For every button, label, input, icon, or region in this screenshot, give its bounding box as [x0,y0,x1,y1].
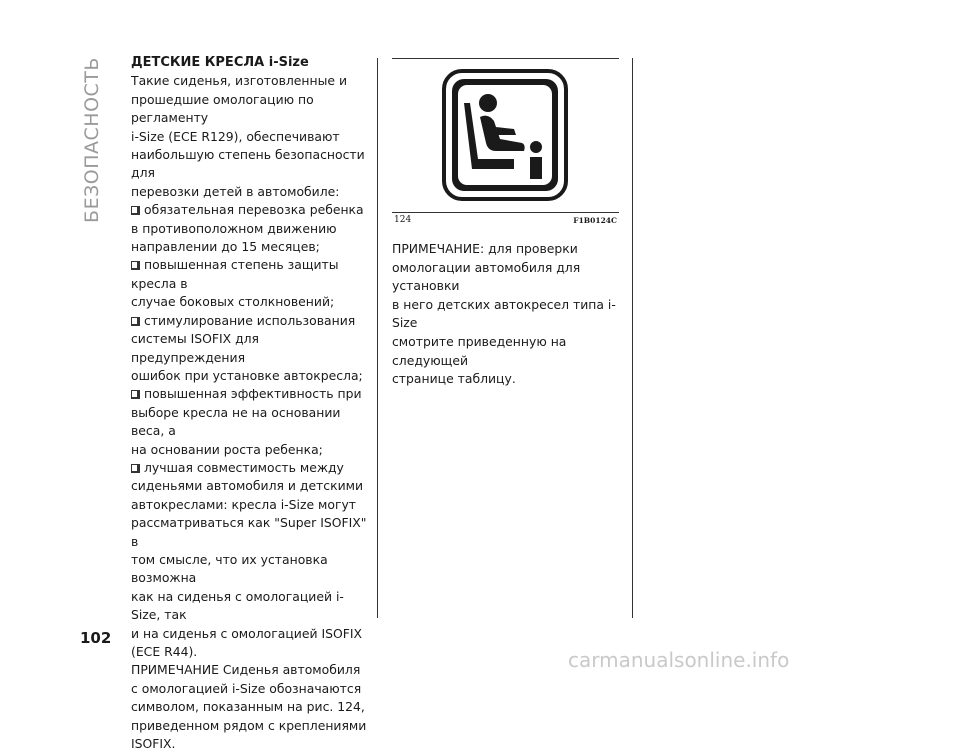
right-note-line: в него детских автокресел типа i-Size [392,296,616,331]
section-heading: ДЕТСКИЕ КРЕСЛА i-Size [131,55,309,70]
bullet-item [131,459,371,661]
bullet-line: выборе кресла не на основании веса, а [131,404,341,439]
figure-number: 124 [394,215,412,225]
bullet-box-icon [131,464,140,473]
note-line: приведенном рядом с креплениями [131,717,367,733]
intro-line: перевозки детей в автомобиле: [131,183,340,199]
bullet-item [131,256,371,311]
bullet-line: случае боковых столкновений; [131,294,335,310]
figure-124 [392,58,619,229]
bullet-line: и на сиденья с омологацией ISOFIX [131,625,362,641]
bullet-box-icon [131,261,140,270]
bullet-line: системы ISOFIX для предупреждения [131,331,260,365]
bullet-line: обязательная перевозка ребенка [144,202,364,218]
intro-paragraph [131,72,371,201]
left-column [131,54,371,753]
note-line: ПРИМЕЧАНИЕ Сиденья автомобиля [131,662,361,678]
watermark: carmanualsonline.info [568,648,790,672]
bullet-line: ошибок при установке автокресла; [131,367,363,383]
bullet-line: стимулирование использования [144,312,356,328]
section-tab-label: БЕЗОПАСНОСТЬ [81,57,103,223]
bullet-box-icon [131,317,140,326]
intro-line: наибольшую степень безопасности для [131,147,365,181]
bullet-line: том смысле, что их установка возможна [131,551,328,586]
bullet-list [131,201,371,661]
bullet-line: лучшая совместимость между [144,459,344,475]
bullet-line: как на сиденья с омологацией i-Size, так [131,588,344,623]
bullet-box-icon [131,206,140,215]
note-paragraph [131,661,371,753]
bullet-line: повышенная эффективность при [144,386,362,402]
column-divider-left [377,58,378,618]
bullet-line: на основании роста ребенка; [131,441,323,457]
bullet-item [131,201,371,256]
i-size-child-seat-icon [442,69,568,201]
note-line: символом, показанным на рис. 124, [131,699,365,715]
page-number: 102 [80,629,112,647]
right-note-line: ПРИМЕЧАНИЕ: для проверки [392,241,578,256]
bullet-line: автокреслами: кресла i-Size могут [131,496,357,512]
note-line: ISOFIX. [131,736,176,752]
bullet-item [131,312,371,386]
bullet-item [131,385,371,459]
bullet-box-icon [131,390,140,399]
bullet-line: повышенная степень защиты кресла в [131,257,339,291]
section-tab [72,50,112,230]
intro-line: i-Size (ЕСЕ R129), обеспечивают [131,128,340,144]
figure-code: F1B0124C [573,216,617,225]
bullet-line: рассматриваться как "Super ISOFIX" в [131,515,367,549]
bullet-line: в противоположном движению [131,220,337,236]
right-column [392,240,627,389]
right-note-line: смотрите приведенную на следующей [392,333,567,368]
intro-line: Такие сиденья, изготовленные и [131,73,348,89]
bullet-line: (ECE R44). [131,644,198,659]
column-divider-right [632,58,633,618]
note-line: с омологацией i-Size обозначаются [131,680,362,696]
figure-bottom-rule [392,212,619,213]
intro-line: прошедшие омологацию по регламенту [131,91,314,126]
bullet-line: направлении до 15 месяцев; [131,239,320,255]
right-note-line: омологации автомобиля для установки [392,259,581,294]
right-note-line: странице таблицу. [392,371,516,387]
bullet-line: сиденьями автомобиля и детскими [131,478,364,494]
